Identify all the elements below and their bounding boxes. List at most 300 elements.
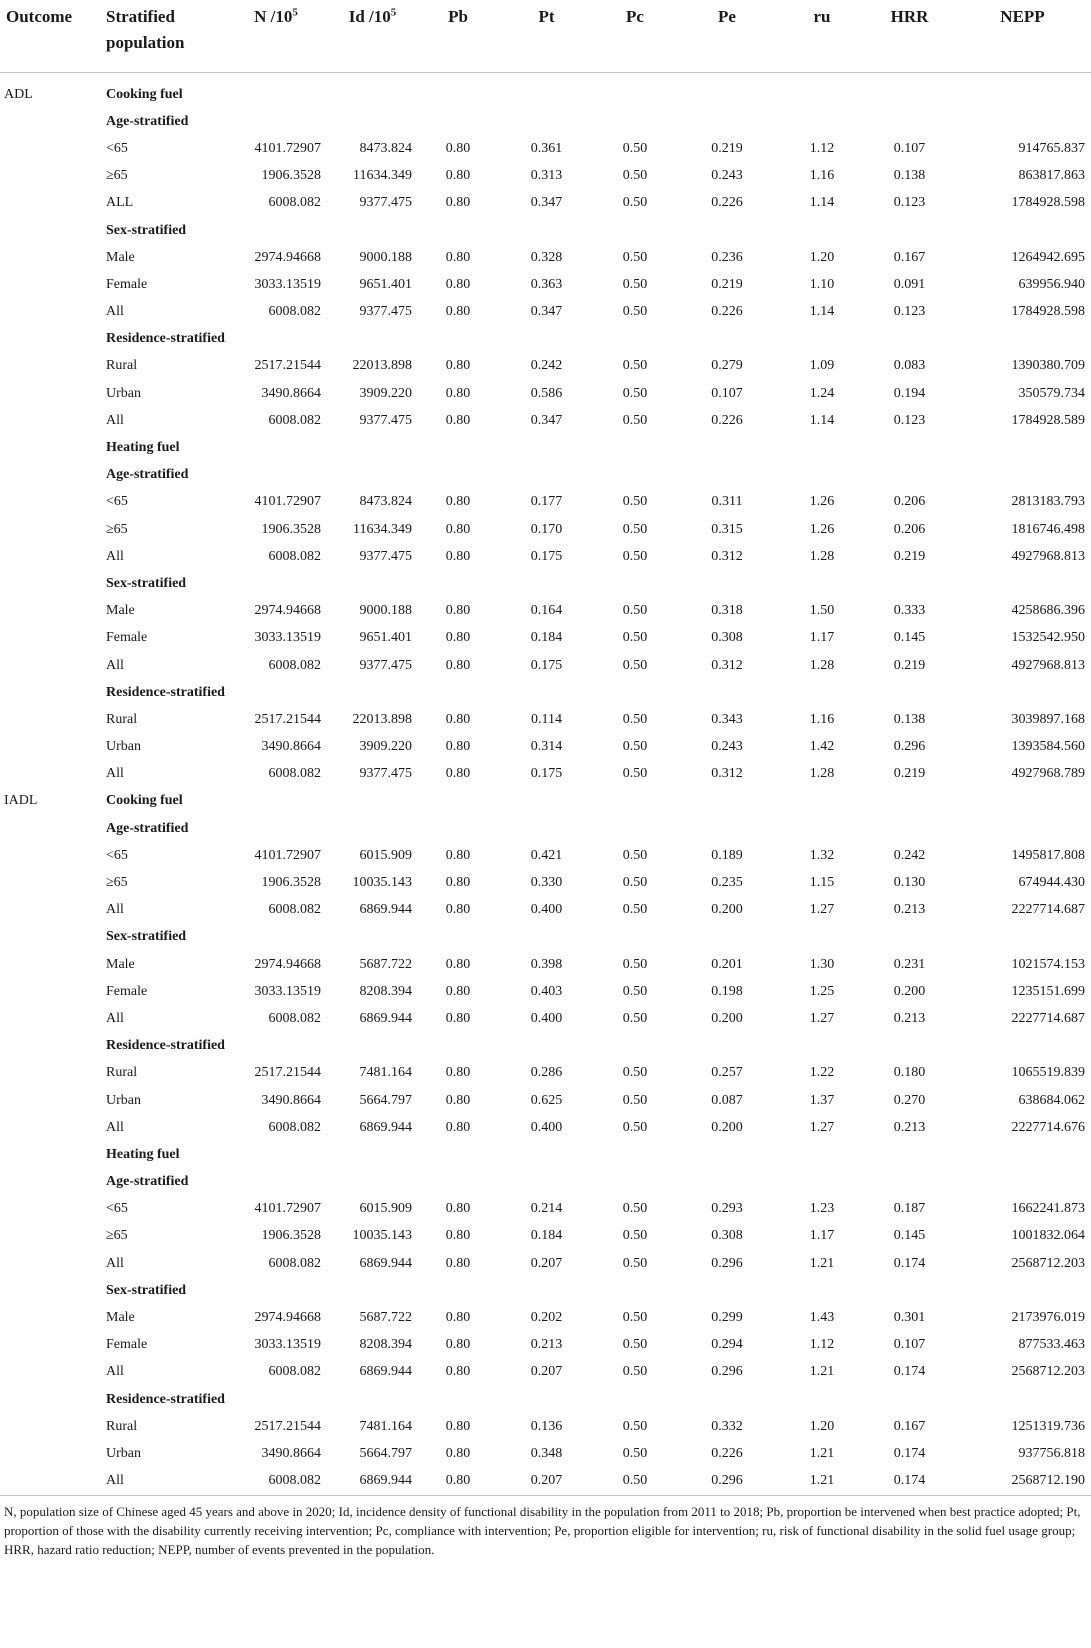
header-ru: ru (813, 7, 831, 26)
cell-pb: 0.80 (445, 739, 471, 755)
group-cell: Male (106, 603, 135, 619)
cell-id: 9651.401 (359, 630, 412, 646)
cell-pc: 0.50 (622, 1119, 648, 1135)
header-nepp: NEPP (1000, 7, 1045, 26)
cell-hrr: 0.206 (893, 521, 926, 537)
cell-ru: 1.26 (809, 521, 835, 537)
cell-pe: 0.226 (711, 412, 743, 428)
cell-hrr: 0.167 (893, 249, 926, 265)
cell-nepp: 639956.940 (1018, 276, 1085, 292)
cell-pb: 0.80 (445, 1445, 471, 1461)
cell-id: 7481.164 (359, 1418, 412, 1434)
group-cell: ≥65 (106, 168, 128, 184)
cell-pb: 0.80 (445, 1201, 471, 1217)
outcome-cell (0, 434, 100, 461)
outcome-cell (0, 135, 100, 162)
cell-pt: 0.421 (530, 847, 563, 863)
cell-nepp: 1251319.736 (1011, 1418, 1085, 1434)
cell-nepp: 863817.863 (1018, 168, 1085, 184)
section-row (0, 434, 1091, 461)
cell-n: 3033.13519 (254, 983, 321, 999)
cell-hrr: 0.107 (893, 140, 926, 156)
cell-pt: 0.242 (530, 358, 563, 374)
cell-ru: 1.25 (809, 983, 835, 999)
group-cell: <65 (106, 847, 128, 863)
outcome-cell (0, 897, 100, 924)
cell-pt: 0.207 (530, 1364, 563, 1380)
group-cell: All (106, 548, 124, 564)
cell-pt: 0.347 (530, 195, 563, 211)
outcome-cell (0, 1169, 100, 1196)
cell-ru: 1.20 (809, 1418, 835, 1434)
cell-n: 6008.082 (268, 304, 321, 320)
cell-hrr: 0.231 (893, 956, 926, 972)
group-cell: <65 (106, 140, 128, 156)
cell-nepp: 914765.837 (1018, 140, 1085, 156)
group-cell: Urban (106, 1092, 141, 1108)
cell-nepp: 2227714.676 (1011, 1119, 1085, 1135)
outcome-cell (0, 1413, 100, 1440)
cell-nepp: 877533.463 (1018, 1337, 1085, 1353)
group-cell: ≥65 (106, 1228, 128, 1244)
table-row (0, 163, 1091, 190)
outcome-cell (0, 679, 100, 706)
cell-n: 6008.082 (268, 1010, 321, 1026)
cell-id: 9000.188 (359, 603, 412, 619)
table-header (0, 0, 1091, 73)
table-row (0, 1223, 1091, 1250)
cell-pt: 0.400 (530, 902, 563, 918)
cell-pe: 0.343 (711, 711, 743, 727)
cell-n: 1906.3528 (261, 521, 321, 537)
table-row (0, 135, 1091, 162)
cell-nepp: 4258686.396 (1011, 603, 1085, 619)
cell-hrr: 0.091 (893, 276, 926, 292)
outcome-cell (0, 1141, 100, 1168)
outcome-cell (0, 380, 100, 407)
cell-pc: 0.50 (622, 1418, 648, 1434)
cell-pb: 0.80 (445, 1337, 471, 1353)
cell-n: 3490.8664 (261, 385, 321, 401)
cell-ru: 1.15 (809, 875, 835, 891)
cell-n: 1906.3528 (261, 1228, 321, 1244)
cell-pc: 0.50 (622, 1337, 648, 1353)
cell-hrr: 0.270 (893, 1092, 926, 1108)
cell-nepp: 937756.818 (1018, 1445, 1085, 1461)
group-cell: All (106, 1364, 124, 1380)
table-row (0, 1005, 1091, 1032)
cell-hrr: 0.123 (893, 304, 926, 320)
cell-id: 8473.824 (359, 494, 412, 510)
outcome-cell (0, 108, 100, 135)
table-row (0, 706, 1091, 733)
outcome-cell (0, 326, 100, 353)
section-label: Sex-stratified (106, 222, 187, 238)
section-label: Sex-stratified (106, 1282, 187, 1298)
cell-pt: 0.184 (530, 630, 563, 646)
cell-nepp: 2568712.203 (1011, 1255, 1085, 1271)
cell-pc: 0.50 (622, 276, 648, 292)
cell-nepp: 2227714.687 (1011, 902, 1085, 918)
cell-hrr: 0.174 (893, 1445, 926, 1461)
cell-n: 3490.8664 (261, 1092, 321, 1108)
cell-ru: 1.26 (809, 494, 835, 510)
cell-n: 6008.082 (268, 195, 321, 211)
cell-ru: 1.12 (809, 140, 835, 156)
table-row (0, 652, 1091, 679)
outcome-cell (0, 1468, 100, 1496)
cell-nepp: 2813183.793 (1011, 494, 1085, 510)
cell-pc: 0.50 (622, 603, 648, 619)
outcome-cell (0, 951, 100, 978)
outcome-cell (0, 190, 100, 217)
cell-pb: 0.80 (445, 766, 471, 782)
group-cell: All (106, 1119, 124, 1135)
group-cell: ≥65 (106, 875, 128, 891)
group-cell: Male (106, 249, 135, 265)
header-id: Id $/10^5$ (348, 6, 397, 26)
section-row (0, 570, 1091, 597)
outcome-cell: IADL (4, 793, 38, 809)
cell-ru: 1.24 (809, 385, 835, 401)
cell-nepp: 1662241.873 (1011, 1201, 1085, 1217)
group-cell: Rural (106, 358, 138, 374)
outcome-cell (0, 869, 100, 896)
cell-n: 3033.13519 (254, 1337, 321, 1353)
cell-pc: 0.50 (622, 1364, 648, 1380)
cell-hrr: 0.219 (893, 548, 926, 564)
outcome-cell (0, 924, 100, 951)
cell-id: 6869.944 (359, 1010, 412, 1026)
cell-ru: 1.27 (809, 902, 835, 918)
cell-n: 2974.94668 (254, 603, 321, 619)
header-stratified-population: Stratified population (106, 7, 185, 52)
section-row (0, 1386, 1091, 1413)
cell-pb: 0.80 (445, 1010, 471, 1026)
cell-pe: 0.087 (711, 1092, 743, 1108)
table-row (0, 190, 1091, 217)
cell-nepp: 1532542.950 (1011, 630, 1085, 646)
cell-pe: 0.219 (711, 276, 743, 292)
cell-pt: 0.202 (530, 1310, 563, 1326)
cell-nepp: 1393584.560 (1011, 739, 1085, 755)
cell-id: 9377.475 (359, 657, 412, 673)
table-row (0, 1332, 1091, 1359)
cell-ru: 1.22 (809, 1065, 835, 1081)
cell-pt: 0.175 (530, 766, 563, 782)
cell-pb: 0.80 (445, 358, 471, 374)
cell-n: 4101.72907 (254, 847, 321, 863)
cell-pe: 0.201 (711, 956, 743, 972)
group-cell: Rural (106, 1418, 138, 1434)
outcome-cell (0, 842, 100, 869)
cell-pe: 0.332 (711, 1418, 743, 1434)
cell-nepp: 1021574.153 (1011, 956, 1085, 972)
outcome-cell (0, 1196, 100, 1223)
cell-id: 5664.797 (359, 1445, 412, 1461)
cell-n: 2517.21544 (254, 1418, 321, 1434)
cell-pe: 0.198 (711, 983, 743, 999)
group-cell: Female (106, 630, 148, 646)
cell-pc: 0.50 (622, 385, 648, 401)
cell-ru: 1.14 (809, 412, 835, 428)
cell-pt: 0.400 (530, 1010, 563, 1026)
cell-n: 2974.94668 (254, 1310, 321, 1326)
cell-pc: 0.50 (622, 630, 648, 646)
cell-ru: 1.28 (809, 766, 835, 782)
outcome-cell (0, 1332, 100, 1359)
cell-n: 3033.13519 (254, 276, 321, 292)
header-n: N $/10^5$ (254, 6, 298, 26)
cell-pc: 0.50 (622, 168, 648, 184)
table-row (0, 1304, 1091, 1331)
cell-n: 2517.21544 (254, 1065, 321, 1081)
outcome-cell (0, 1440, 100, 1467)
cell-id: 6015.909 (359, 847, 412, 863)
header-pc: Pc (626, 7, 644, 26)
outcome-cell (0, 299, 100, 326)
cell-ru: 1.12 (809, 1337, 835, 1353)
cell-n: 2974.94668 (254, 956, 321, 972)
cell-nepp: 2568712.203 (1011, 1364, 1085, 1380)
cell-id: 6869.944 (327, 1468, 418, 1496)
outcome-cell (0, 516, 100, 543)
cell-ru: 1.16 (809, 711, 835, 727)
cell-hrr: 0.194 (893, 385, 926, 401)
cell-pe: 0.200 (711, 1119, 743, 1135)
cell-ru: 1.21 (809, 1255, 835, 1271)
header-hrr: HRR (890, 7, 929, 26)
cell-ru: 1.21 (779, 1468, 865, 1496)
cell-ru: 1.42 (809, 739, 835, 755)
cell-n: 1906.3528 (261, 875, 321, 891)
cell-ru: 1.09 (809, 358, 835, 374)
cell-ru: 1.14 (809, 304, 835, 320)
cell-pt: 0.363 (530, 276, 563, 292)
cell-pt: 0.330 (530, 875, 563, 891)
cell-id: 11634.349 (353, 168, 412, 184)
cell-pc: 0.50 (622, 1228, 648, 1244)
cell-id: 9377.475 (359, 412, 412, 428)
section-label: Residence-stratified (106, 331, 225, 347)
cell-pb: 0.80 (445, 494, 471, 510)
cell-pt: 0.214 (530, 1201, 563, 1217)
cell-pb: 0.80 (445, 195, 471, 211)
cell-pb: 0.80 (445, 1228, 471, 1244)
group-cell: <65 (106, 1201, 128, 1217)
cell-pb: 0.80 (445, 630, 471, 646)
cell-pb: 0.80 (445, 1255, 471, 1271)
cell-n: 3033.13519 (254, 630, 321, 646)
cell-pe: 0.200 (711, 1010, 743, 1026)
cell-hrr: 0.219 (893, 657, 926, 673)
cell-ru: 1.28 (809, 548, 835, 564)
group-cell: Urban (106, 739, 141, 755)
group-cell: All (106, 1010, 124, 1026)
section-row (0, 1141, 1091, 1168)
cell-id: 7481.164 (359, 1065, 412, 1081)
cell-pb: 0.80 (445, 1418, 471, 1434)
header-pt: Pt (538, 7, 555, 26)
cell-n: 4101.72907 (254, 140, 321, 156)
table-row (0, 1114, 1091, 1141)
cell-hrr: 0.138 (893, 168, 926, 184)
cell-n: 2517.21544 (254, 711, 321, 727)
cell-pt: 0.207 (498, 1468, 595, 1496)
group-cell: ALL (106, 195, 134, 211)
cell-n: 3490.8664 (261, 739, 321, 755)
cell-pe: 0.311 (711, 494, 743, 510)
cell-id: 11634.349 (353, 521, 412, 537)
cell-pt: 0.114 (531, 711, 562, 727)
cell-n: 2974.94668 (254, 249, 321, 265)
table-row (0, 1413, 1091, 1440)
table-row (0, 734, 1091, 761)
section-row (0, 462, 1091, 489)
outcome-cell (0, 163, 100, 190)
table-row (0, 353, 1091, 380)
cell-n: 4101.72907 (254, 1201, 321, 1217)
cell-pc: 0.50 (622, 847, 648, 863)
cell-n: 3490.8664 (261, 1445, 321, 1461)
outcome-cell (0, 462, 100, 489)
cell-id: 5687.722 (359, 956, 412, 972)
cell-nepp: 1816746.498 (1011, 521, 1085, 537)
cell-pe: 0.315 (711, 521, 743, 537)
table-row (0, 598, 1091, 625)
cell-pt: 0.361 (530, 140, 563, 156)
cell-pb: 0.80 (445, 847, 471, 863)
cell-pt: 0.170 (530, 521, 563, 537)
cell-pb: 0.80 (445, 1065, 471, 1081)
cell-hrr: 0.107 (893, 1337, 926, 1353)
cell-pe: 0.107 (711, 385, 743, 401)
table-row (0, 407, 1091, 434)
cell-hrr: 0.200 (893, 983, 926, 999)
cell-pt: 0.347 (530, 412, 563, 428)
cell-pb: 0.80 (418, 1468, 498, 1496)
group-cell: All (106, 902, 124, 918)
section-row (0, 217, 1091, 244)
cell-id: 8473.824 (359, 140, 412, 156)
cell-pb: 0.80 (445, 875, 471, 891)
outcome-cell (0, 761, 100, 788)
section-row (0, 815, 1091, 842)
cell-pb: 0.80 (445, 902, 471, 918)
group-cell: Rural (106, 1065, 138, 1081)
cell-id: 9377.475 (359, 548, 412, 564)
cell-pt: 0.314 (530, 739, 563, 755)
cell-hrr: 0.213 (893, 1010, 926, 1026)
cell-pe: 0.308 (711, 1228, 743, 1244)
group-cell: Male (106, 956, 135, 972)
cell-nepp: 1495817.808 (1011, 847, 1085, 863)
cell-pt: 0.184 (530, 1228, 563, 1244)
cell-pc: 0.50 (622, 1092, 648, 1108)
cell-id: 5664.797 (359, 1092, 412, 1108)
cell-pe: 0.236 (711, 249, 743, 265)
cell-pe: 0.257 (711, 1065, 743, 1081)
cell-hrr: 0.174 (893, 1364, 926, 1380)
outcome-cell (0, 734, 100, 761)
cell-pc: 0.50 (622, 1310, 648, 1326)
cell-pt: 0.213 (530, 1337, 563, 1353)
cell-pe: 0.219 (711, 140, 743, 156)
cell-n: 6008.082 (268, 548, 321, 564)
cell-pb: 0.80 (445, 304, 471, 320)
cell-ru: 1.37 (809, 1092, 835, 1108)
cell-pt: 0.175 (530, 548, 563, 564)
cell-pc: 0.50 (622, 956, 648, 972)
outcome-cell (0, 978, 100, 1005)
cell-n: 6008.082 (268, 412, 321, 428)
cell-ru: 1.17 (809, 1228, 835, 1244)
section-label: Sex-stratified (106, 575, 187, 591)
cell-hrr: 0.301 (893, 1310, 926, 1326)
outcome-cell (0, 244, 100, 271)
section-label: Age-stratified (106, 467, 189, 483)
cell-pe: 0.294 (711, 1337, 743, 1353)
table-row (0, 244, 1091, 271)
outcome-cell (0, 489, 100, 516)
section-label: Residence-stratified (106, 1038, 225, 1054)
section-row (0, 1033, 1091, 1060)
section-label: Age-stratified (106, 820, 189, 836)
table-row (0, 489, 1091, 516)
cell-pe: 0.312 (711, 766, 743, 782)
cell-pc: 0.50 (622, 711, 648, 727)
cell-pt: 0.347 (530, 304, 563, 320)
cell-hrr: 0.145 (893, 630, 926, 646)
header-pb: Pb (448, 7, 468, 26)
cell-ru: 1.14 (809, 195, 835, 211)
group-cell: All (106, 1255, 124, 1271)
group-cell: All (106, 304, 124, 320)
outcome-cell (0, 543, 100, 570)
cell-id: 8208.394 (359, 983, 412, 999)
cell-n: 6008.082 (268, 657, 321, 673)
cell-id: 22013.898 (352, 358, 412, 374)
cell-ru: 1.21 (809, 1445, 835, 1461)
section-row (0, 788, 1091, 815)
cell-n: 6008.082 (268, 766, 321, 782)
cell-id: 9651.401 (359, 276, 412, 292)
cell-pe: 0.189 (711, 847, 743, 863)
section-row (0, 1169, 1091, 1196)
cell-pe: 0.318 (711, 603, 743, 619)
cell-pe: 0.293 (711, 1201, 743, 1217)
table-row (0, 1359, 1091, 1386)
cell-id: 3909.220 (359, 385, 412, 401)
cell-pb: 0.80 (445, 276, 471, 292)
cell-nepp: 2227714.687 (1011, 1010, 1085, 1026)
table-row (0, 1087, 1091, 1114)
group-cell: <65 (106, 494, 128, 510)
cell-id: 5687.722 (359, 1310, 412, 1326)
table-row (0, 299, 1091, 326)
cell-pc: 0.50 (622, 1255, 648, 1271)
outcome-cell (0, 598, 100, 625)
cell-pc: 0.50 (622, 521, 648, 537)
cell-id: 6869.944 (359, 1255, 412, 1271)
cell-pt: 0.625 (530, 1092, 563, 1108)
cell-id: 6869.944 (359, 1364, 412, 1380)
outcome-cell (0, 1087, 100, 1114)
cell-ru: 1.43 (809, 1310, 835, 1326)
cell-pe: 0.296 (711, 1364, 743, 1380)
cell-pc: 0.50 (622, 902, 648, 918)
outcome-cell (0, 1033, 100, 1060)
